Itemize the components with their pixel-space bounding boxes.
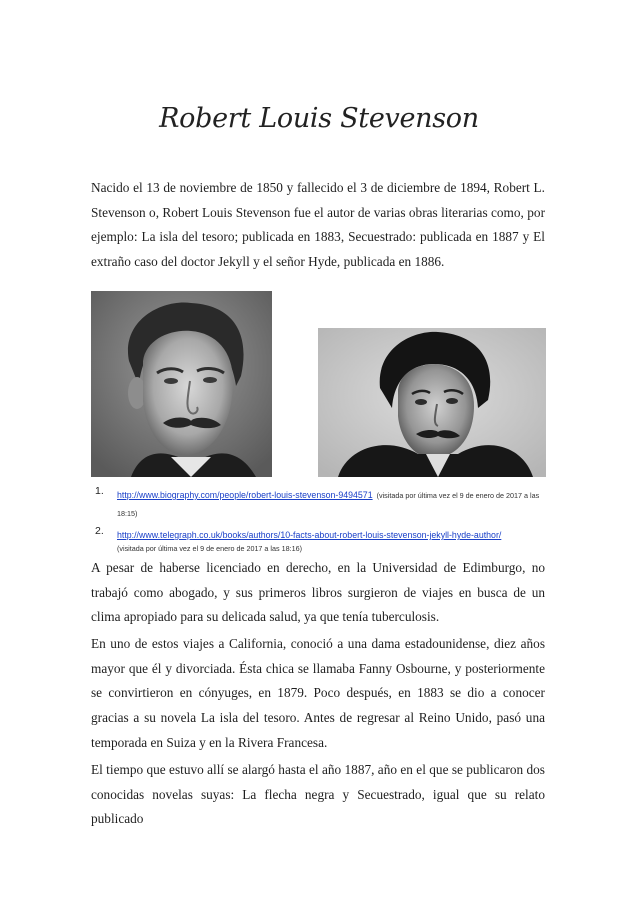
reference-link[interactable]: http://www.telegraph.co.uk/books/authors/10-facts-about-robert-louis-stevenson-jekyll-hyde-author/	[117, 530, 502, 540]
reference-item	[91, 485, 551, 521]
paragraph-california: En uno de estos viajes a California, conoció a una dama estadounidense, diez años mayor que él y divorciada. Ésta chica se llamaba Fanny Osbourne, y posteriormente se convirtieron en cónyuges, en 1879. Poco después, en 1883 se dio a conocer gracias a su novela La isla del tesoro. Antes de regresar al Reino Unido, pasó una temporada en Suiza y en la Rivera Francesa.	[91, 636, 545, 750]
reference-note: (visitada por última vez el 9 de enero de 2017 a las 18:16)	[117, 544, 302, 553]
reference-number: 1.	[95, 485, 104, 497]
reference-link[interactable]: http://www.biography.com/people/robert-louis-stevenson-9494571	[117, 490, 373, 500]
reference-note: (visitada por última vez el 9 de enero de 2017 a las 18:15)	[117, 491, 540, 518]
page-title: Robert Louis Stevenson	[159, 103, 479, 134]
paragraph-publications: El tiempo que estuvo allí se alargó hasta el año 1887, año en el que se publicaron dos conocidas novelas suyas: La flecha negra y Secuestrado, igual que su relato publicado	[91, 762, 545, 827]
paragraph-intro: Nacido el 13 de noviembre de 1850 y fallecido el 3 de diciembre de 1894, Robert L. Stevenson o, Robert Louis Stevenson fue el autor de varias obras literarias como, por ejemplo: La isla del tesoro; publicada en 1883, Secuestrado: publicada en 1887 y El extraño caso del doctor Jekyll y el señor Hyde, publicada en 1886.	[91, 180, 545, 270]
reference-item	[91, 525, 551, 553]
portrait-photo-right	[318, 328, 546, 477]
paragraph-education: A pesar de haberse licenciado en derecho, en la Universidad de Edimburgo, no trabajó como abogado, y sus primeros libros surgieron de viajes en busca de un clima apropiado para su delicada salud, ya que tenía tuberculosis.	[91, 560, 545, 625]
reference-list	[91, 485, 551, 557]
portrait-photo-left	[91, 291, 272, 477]
reference-number: 2.	[95, 525, 104, 537]
